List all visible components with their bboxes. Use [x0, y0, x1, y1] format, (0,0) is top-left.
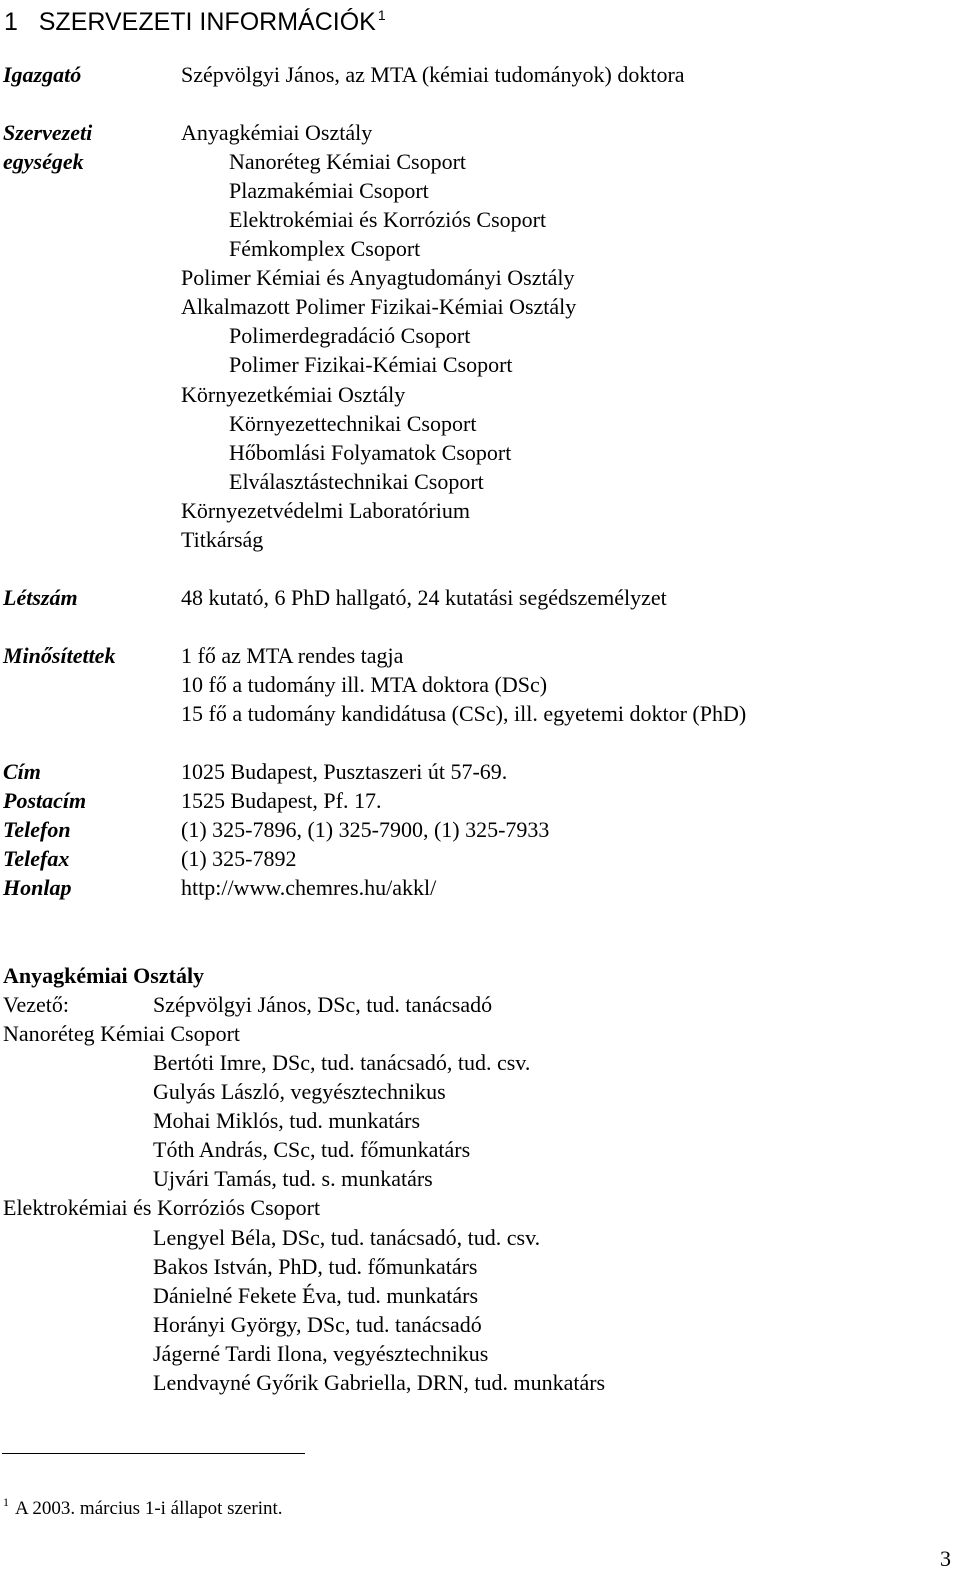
department-title: Anyagkémiai Osztály [3, 963, 205, 988]
section-heading [4, 8, 386, 35]
unit-group: Elválasztástechnikai Csoport [229, 469, 484, 494]
website-label: Honlap [3, 875, 72, 900]
unit-group: Polimer Fizikai-Kémiai Csoport [229, 352, 513, 377]
page-number: 3 [940, 1546, 951, 1571]
staff-label: Létszám [3, 585, 78, 610]
unit-department: Polimer Kémiai és Anyagtudományi Osztály [181, 265, 575, 290]
department-head-label: Vezető: [3, 992, 69, 1017]
unit-group: Környezettechnikai Csoport [229, 411, 477, 436]
qualified-item: 15 fő a tudomány kandidátusa (CSc), ill. egyetemi doktor (PhD) [181, 701, 747, 726]
unit-laboratory: Környezetvédelmi Laboratórium [181, 498, 470, 523]
group-title: Nanoréteg Kémiai Csoport [3, 1021, 241, 1046]
unit-group: Polimerdegradáció Csoport [229, 323, 471, 348]
footnote-separator [2, 1453, 305, 1454]
fax-label: Telefax [3, 846, 70, 871]
heading-number: 1 [4, 8, 18, 36]
department-head-value: Szépvölgyi János, DSc, tud. tanácsadó [153, 992, 493, 1017]
unit-group: Elektrokémiai és Korróziós Csoport [229, 207, 547, 232]
qualified-label: Minősítettek [3, 643, 116, 668]
footnote [3, 1496, 283, 1518]
heading-title: SZERVEZETI INFORMÁCIÓK [38, 8, 376, 36]
address-label: Cím [3, 759, 41, 784]
group-member: Tóth András, CSc, tud. főmunkatárs [153, 1137, 471, 1162]
unit-department: Alkalmazott Polimer Fizikai-Kémiai Osztály [181, 294, 577, 319]
unit-group: Hőbomlási Folyamatok Csoport [229, 440, 512, 465]
unit-group: Nanoréteg Kémiai Csoport [229, 149, 467, 174]
group-member: Mohai Miklós, tud. munkatárs [153, 1108, 421, 1133]
staff-value: 48 kutató, 6 PhD hallgató, 24 kutatási segédszemélyzet [181, 585, 667, 610]
director-label: Igazgató [3, 62, 82, 87]
units-label-line2: egységek [3, 149, 84, 174]
group-member: Gulyás László, vegyésztechnikus [153, 1079, 446, 1104]
unit-group: Plazmakémiai Csoport [229, 178, 429, 203]
qualified-item: 10 fő a tudomány ill. MTA doktora (DSc) [181, 672, 548, 697]
group-member: Jágerné Tardi Ilona, vegyésztechnikus [153, 1341, 489, 1366]
postal-value: 1525 Budapest, Pf. 17. [181, 788, 382, 813]
unit-department: Anyagkémiai Osztály [181, 120, 373, 145]
director-value: Szépvölgyi János, az MTA (kémiai tudományok) doktora [181, 62, 685, 87]
units-label-line1: Szervezeti [3, 120, 93, 145]
group-member: Bertóti Imre, DSc, tud. tanácsadó, tud. csv. [153, 1050, 531, 1075]
phone-value: (1) 325-7896, (1) 325-7900, (1) 325-7933 [181, 817, 550, 842]
group-member: Lendvayné Győrik Gabriella, DRN, tud. munkatárs [153, 1370, 606, 1395]
unit-department: Környezetkémiai Osztály [181, 382, 406, 407]
group-member: Horányi György, DSc, tud. tanácsadó [153, 1312, 482, 1337]
address-value: 1025 Budapest, Pusztaszeri út 57-69. [181, 759, 508, 784]
footnote-reference: 1 [377, 7, 386, 23]
fax-value: (1) 325-7892 [181, 846, 297, 871]
unit-secretariat: Titkárság [181, 527, 264, 552]
group-member: Lengyel Béla, DSc, tud. tanácsadó, tud. csv. [153, 1225, 541, 1250]
website-link[interactable]: http://www.chemres.hu/akkl/ [181, 875, 437, 900]
footnote-marker: 1 [3, 1495, 9, 1509]
group-title: Elektrokémiai és Korróziós Csoport [3, 1195, 321, 1220]
group-member: Dánielné Fekete Éva, tud. munkatárs [153, 1283, 479, 1308]
phone-label: Telefon [3, 817, 71, 842]
group-member: Bakos István, PhD, tud. főmunkatárs [153, 1254, 478, 1279]
footnote-text: A 2003. március 1-i állapot szerint. [15, 1498, 283, 1519]
unit-group: Fémkomplex Csoport [229, 236, 421, 261]
postal-label: Postacím [3, 788, 87, 813]
group-member: Ujvári Tamás, tud. s. munkatárs [153, 1166, 433, 1191]
qualified-item: 1 fő az MTA rendes tagja [181, 643, 404, 668]
